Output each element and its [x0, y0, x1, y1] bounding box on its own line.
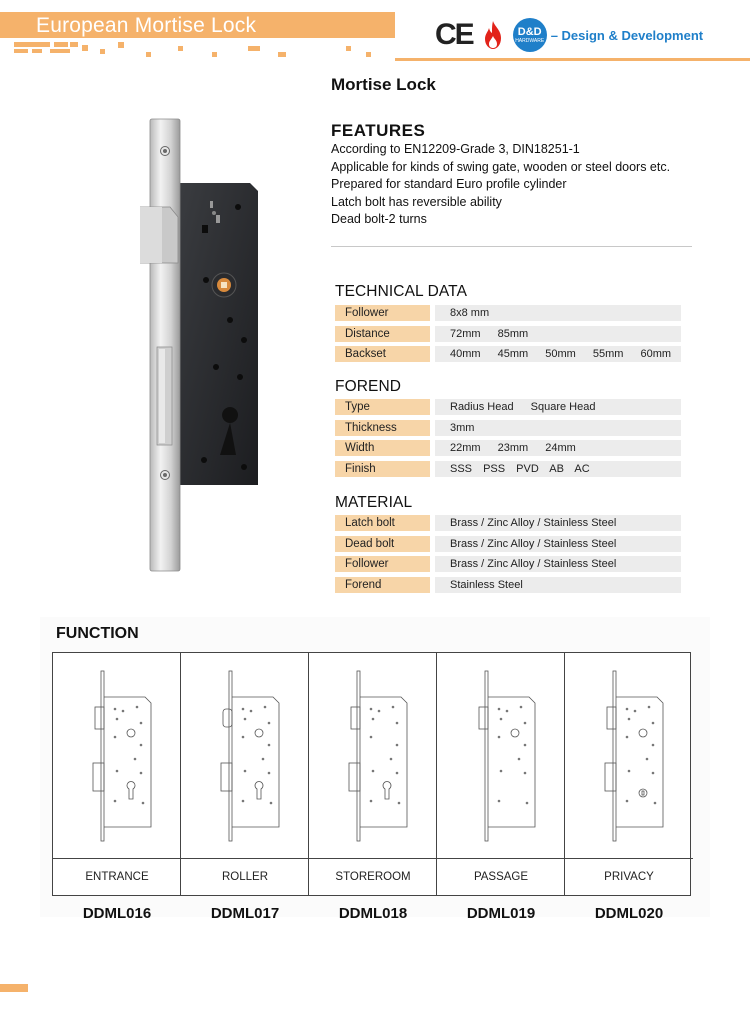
spec-label: Latch bolt [335, 515, 430, 531]
spec-label: Finish [335, 461, 430, 477]
spec-value-item: Brass / Zinc Alloy / Stainless Steel [450, 517, 617, 529]
spec-value-item: 50mm [545, 348, 576, 361]
function-cell [565, 653, 693, 895]
spec-row [335, 440, 681, 456]
material-heading: MATERIAL [335, 494, 413, 511]
spec-label: Forend [335, 577, 430, 593]
function-code: DDML020 [594, 905, 664, 922]
header-divider [395, 58, 750, 61]
spec-label: Type [335, 399, 430, 415]
forend-heading: FOREND [335, 378, 402, 395]
lock-diagram-storeroom [331, 667, 417, 847]
spec-row [335, 536, 681, 552]
spec-value-item: PSS [483, 462, 506, 475]
pixel-deco [346, 46, 351, 51]
spec-value-item: AB [549, 462, 564, 475]
function-code: DDML018 [338, 905, 408, 922]
function-name: ENTRANCE [53, 858, 181, 895]
spec-label: Width [335, 440, 430, 456]
function-cell [309, 653, 437, 895]
spec-value [435, 399, 681, 415]
spec-value-item: Radius Head [450, 401, 514, 413]
spec-value [435, 461, 681, 477]
spec-label: Follower [335, 556, 430, 572]
function-name: PASSAGE [437, 858, 565, 895]
function-name: STOREROOM [309, 858, 437, 895]
feature-item: Dead bolt-2 turns [331, 212, 427, 226]
spec-value [435, 326, 681, 342]
spec-value-item: Square Head [530, 401, 596, 413]
feature-item: Latch bolt has reversible ability [331, 194, 502, 209]
spec-value [435, 515, 681, 531]
spec-value-item: Brass / Zinc Alloy / Stainless Steel [450, 558, 617, 571]
function-code: DDML019 [466, 905, 536, 922]
spec-label: Thickness [335, 420, 430, 436]
spec-value-item: Stainless Steel [450, 578, 523, 591]
function-code: DDML016 [82, 905, 152, 922]
function-heading: FUNCTION [56, 625, 139, 642]
pixel-deco [50, 49, 70, 53]
spec-value-item: 60mm [640, 348, 672, 361]
brand-logo-subtext: HARDWARE [515, 38, 545, 44]
lock-diagram-privacy [587, 667, 673, 847]
material-table [335, 515, 681, 597]
spec-row [335, 326, 681, 342]
spec-value [435, 420, 681, 436]
spec-value-item: 72mm [450, 327, 481, 340]
spec-value-item: 55mm [592, 348, 624, 361]
function-table [52, 652, 691, 896]
spec-label: Follower [335, 305, 430, 321]
spec-label: Distance [335, 326, 430, 342]
pixel-deco [278, 52, 286, 57]
spec-row [335, 305, 681, 321]
spec-value [435, 577, 681, 593]
brand-tagline: – Design & Development [550, 27, 704, 43]
spec-value-item: 8x8 mm [450, 307, 490, 319]
feature-item: According to EN12209-Grade 3, DIN18251-1 [331, 142, 580, 156]
spec-label: Backset [335, 346, 430, 362]
feature-item: Prepared for standard Euro profile cylinder [331, 177, 567, 191]
spec-value-item: 85mm [497, 327, 529, 340]
spec-value [435, 346, 681, 362]
pixel-deco [366, 52, 371, 57]
brand-logo-text: D&D [517, 26, 542, 38]
pixel-deco [118, 42, 124, 48]
page-title: European Mortise Lock [36, 14, 257, 37]
spec-value-item: 23mm [497, 442, 529, 455]
lock-diagram-roller [203, 667, 289, 847]
pixel-deco [54, 42, 68, 47]
function-cell [181, 653, 309, 895]
function-cell [53, 653, 181, 895]
spec-row [335, 577, 681, 593]
pixel-deco [82, 45, 88, 51]
spec-value-item: AC [574, 462, 590, 475]
spec-row [335, 346, 681, 362]
corner-tab [0, 984, 28, 992]
fire-icon [481, 20, 505, 50]
pixel-deco [212, 52, 217, 57]
spec-row [335, 399, 681, 415]
function-name: PRIVACY [565, 858, 693, 895]
spec-value [435, 305, 681, 321]
spec-label: Dead bolt [335, 536, 430, 552]
features-list [331, 141, 670, 229]
features-heading: FEATURES [331, 121, 426, 140]
spec-value-item: 22mm [450, 442, 481, 455]
spec-value-item: 45mm [497, 348, 529, 361]
pixel-deco [248, 46, 260, 51]
ce-mark-icon: CE [435, 18, 473, 51]
spec-row [335, 515, 681, 531]
forend-table [335, 399, 681, 481]
pixel-deco [70, 42, 78, 47]
spec-value-item: Brass / Zinc Alloy / Stainless Steel [450, 537, 617, 550]
feature-item: Applicable for kinds of swing gate, wooden or steel doors etc. [331, 159, 671, 174]
spec-row [335, 556, 681, 572]
spec-value [435, 536, 681, 552]
function-cell [437, 653, 565, 895]
pixel-deco [178, 46, 183, 51]
mortise-lock-image [140, 115, 280, 575]
function-name: ROLLER [181, 858, 309, 895]
technical-data-heading: TECHNICAL DATA [335, 283, 468, 300]
technical-data-table [335, 305, 681, 367]
pixel-deco [14, 42, 50, 47]
pixel-deco [100, 49, 105, 54]
pixel-deco [32, 49, 42, 53]
pixel-deco [146, 52, 151, 57]
spec-row [335, 461, 681, 477]
spec-value [435, 440, 681, 456]
header [0, 0, 750, 62]
function-code: DDML017 [210, 905, 280, 922]
lock-diagram-entrance [75, 667, 161, 847]
logo-group [435, 18, 703, 52]
spec-value-item: 24mm [545, 442, 576, 455]
spec-row [335, 420, 681, 436]
pixel-deco [14, 49, 28, 53]
spec-value-item: PVD [516, 462, 539, 475]
spec-value-item: SSS [450, 462, 473, 475]
spec-value [435, 556, 681, 572]
product-title: Mortise Lock [331, 75, 436, 94]
spec-value-item: 40mm [450, 348, 481, 361]
spec-value-item: 3mm [450, 421, 475, 434]
section-divider [331, 246, 692, 247]
lock-diagram-passage [459, 667, 545, 847]
brand-logo-icon [513, 18, 547, 52]
